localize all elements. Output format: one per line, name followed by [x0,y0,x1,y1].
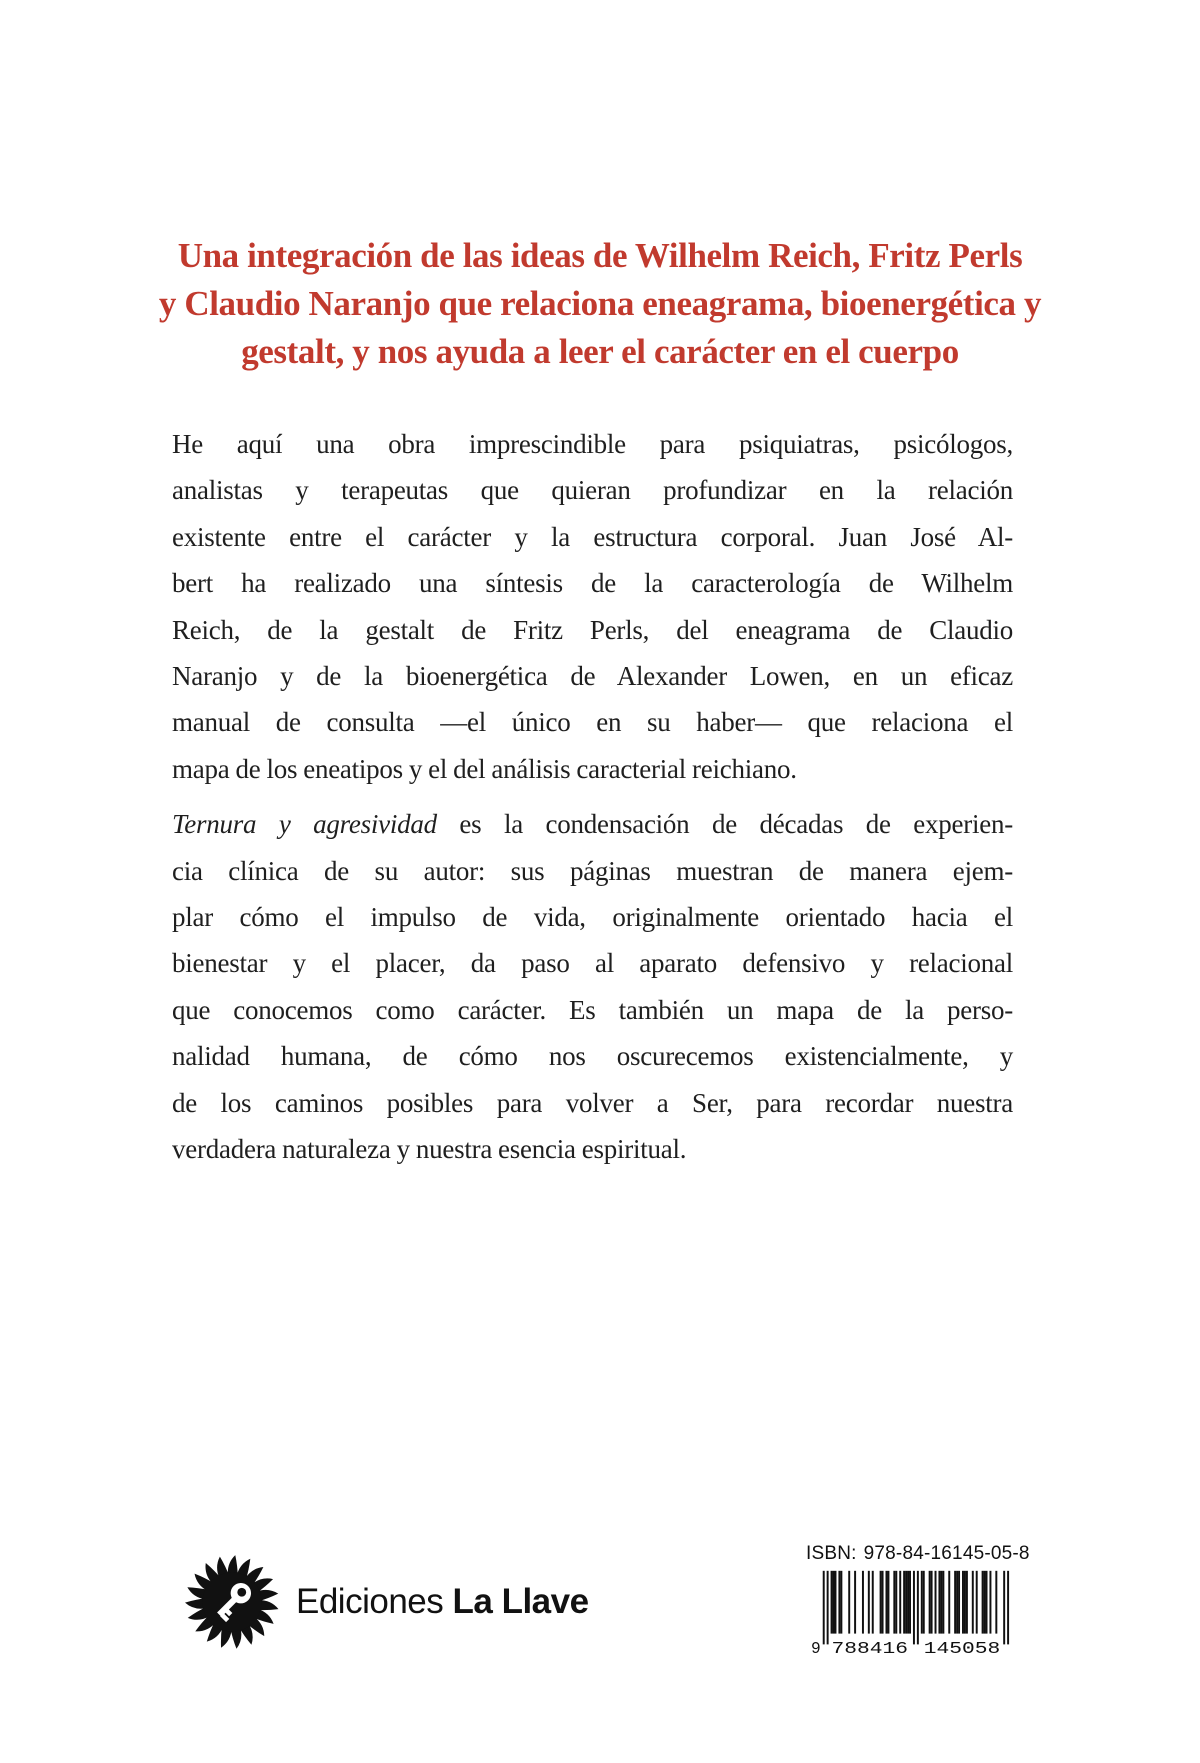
body-text [172,421,1013,1173]
paragraph-2 [172,801,1013,1172]
svg-text:9: 9 [811,1640,821,1656]
paragraph-line: analistas y terapeutas que quieran profundizar en la relación [172,475,1013,506]
paragraph-line: que conocemos como carácter. Es también un mapa de la perso- [172,994,1013,1025]
paragraph-line: bert ha realizado una síntesis de la caracterología de Wilhelm [172,568,1013,599]
headline-line-3: gestalt, y nos ayuda a leer el carácter en el cuerpo [241,332,959,371]
isbn-number: 978-84-16145-05-8 [863,1543,1030,1564]
paragraph-line: manual de consulta —el único en su haber— que relaciona el [172,707,1013,738]
publisher-name [296,1582,589,1622]
sun-key-icon [182,1552,282,1652]
svg-text:788416: 788416 [831,1640,909,1656]
svg-text:145058: 145058 [923,1640,1001,1656]
paragraph-line: de los caminos posibles para volver a Ser, para recordar nuestra [172,1087,1013,1118]
paragraph-line: existente entre el carácter y la estructura corporal. Juan José Al- [172,521,1013,552]
paragraph-1 [172,421,1013,792]
isbn-text [806,1543,1030,1565]
paragraph-line: cia clínica de su autor: sus páginas muestran de manera ejem- [172,855,1013,886]
headline [150,232,1050,376]
paragraph-line: verdadera naturaleza y nuestra esencia espiritual. [172,1134,687,1165]
paragraph-line-text: es la condensación de décadas de experien- [436,809,1013,840]
isbn-label: ISBN: [806,1543,857,1564]
isbn-block [806,1543,1030,1656]
ean-barcode [809,1570,1013,1656]
paragraph-line [172,801,1013,847]
paragraph-line: plar cómo el impulso de vida, originalmente orientado hacia el [172,902,1013,933]
publisher-name-bold: La Llave [452,1582,589,1621]
paragraph-line: Reich, de la gestalt de Fritz Perls, del eneagrama de Claudio [172,614,1013,645]
paragraph-line: He aquí una obra imprescindible para psiquiatras, psicólogos, [172,429,1013,459]
publisher-logo [182,1552,589,1652]
publisher-name-regular: Ediciones [296,1582,444,1621]
headline-line-1: Una integración de las ideas de Wilhelm Reich, Fritz Perls [177,236,1023,275]
book-title-italic: Ternura y agresividad [172,809,437,840]
paragraph-line: bienestar y el placer, da paso al aparato defensivo y relacional [172,948,1013,979]
paragraph-line: mapa de los eneatipos y el del análisis caracterial reichiano. [172,753,797,784]
paragraph-line: nalidad humana, de cómo nos oscurecemos existencialmente, y [172,1041,1013,1072]
headline-line-2: y Claudio Naranjo que relaciona eneagrama, bioenergética y [158,284,1042,323]
paragraph-line: Naranjo y de la bioenergética de Alexander Lowen, en un eficaz [172,661,1013,692]
